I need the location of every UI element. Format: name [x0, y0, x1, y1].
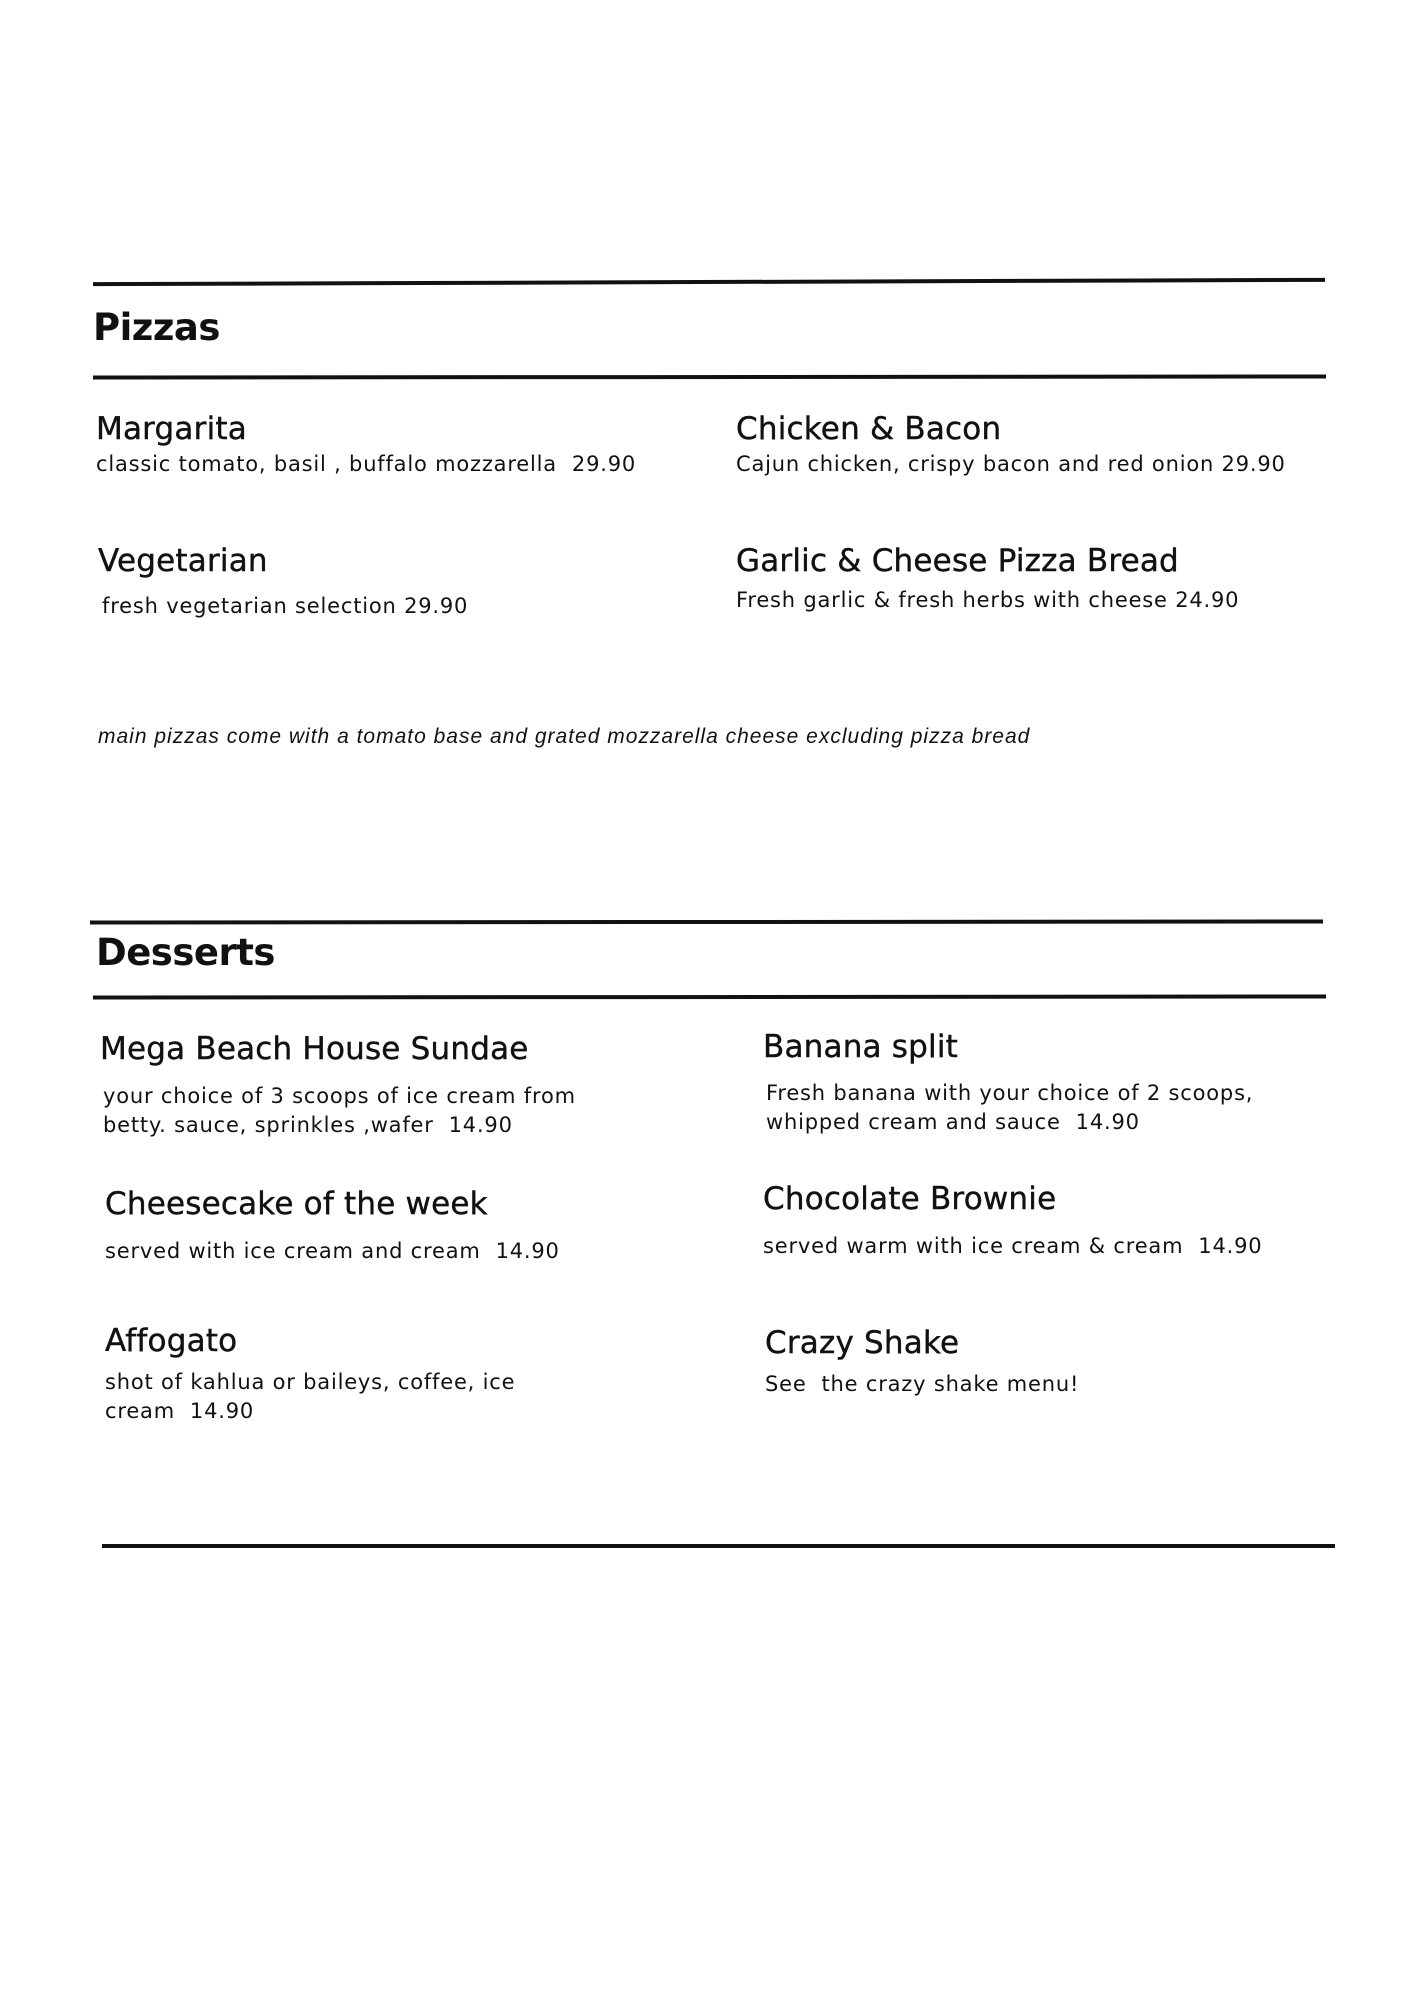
desserts-closing-rule [102, 1544, 1335, 1548]
pizzas-footnote: main pizzas come with a tomato base and grated mozzarella cheese excluding pizza bread [98, 725, 1031, 748]
item-description: Fresh banana with your choice of 2 scoops, whipped cream and sauce 14.90 [766, 1081, 1254, 1134]
item-name: Affogato [105, 1323, 238, 1359]
menu-item-mega-beach-house-sundae [100, 1030, 576, 1140]
menu-item-crazy-shake [765, 1324, 1079, 1399]
desserts-section-title: Desserts [96, 931, 275, 974]
item-description: your choice of 3 scoops of ice cream from betty. sauce, sprinkles ,wafer 14.90 [103, 1084, 576, 1137]
desserts-top-rule [90, 919, 1323, 924]
pizzas-section-title: Pizzas [93, 306, 220, 349]
menu-item-margarita [96, 410, 636, 479]
menu-item-cheesecake-of-the-week [105, 1185, 560, 1266]
menu-item-affogato [105, 1322, 515, 1426]
item-name: Chocolate Brownie [763, 1181, 1057, 1217]
menu-item-vegetarian [98, 542, 468, 621]
item-description: served warm with ice cream & cream 14.90 [763, 1234, 1263, 1258]
menu-item-chocolate-brownie [763, 1180, 1262, 1261]
item-description: Fresh garlic & fresh herbs with cheese 24.90 [736, 588, 1240, 612]
pizzas-bottom-rule [93, 374, 1326, 379]
menu-item-chicken-bacon [736, 410, 1286, 479]
desserts-bottom-rule [93, 994, 1326, 999]
item-name: Vegetarian [98, 543, 268, 579]
pizzas-top-rule [93, 278, 1325, 286]
item-name: Cheesecake of the week [105, 1186, 488, 1222]
item-name: Crazy Shake [765, 1325, 960, 1361]
menu-item-banana-split [763, 1028, 1253, 1137]
item-name: Banana split [763, 1029, 959, 1065]
item-description: fresh vegetarian selection 29.90 [102, 594, 469, 618]
item-description: classic tomato, basil , buffalo mozzarella 29.90 [96, 452, 637, 476]
item-name: Garlic & Cheese Pizza Bread [736, 543, 1179, 579]
item-name: Margarita [96, 411, 247, 447]
item-name: Mega Beach House Sundae [100, 1031, 529, 1067]
item-description: See the crazy shake menu! [765, 1372, 1080, 1396]
item-name: Chicken & Bacon [736, 411, 1002, 447]
menu-item-garlic-cheese-pizza-bread [736, 542, 1239, 615]
item-description: Cajun chicken, crispy bacon and red onion 29.90 [736, 452, 1286, 476]
item-description: shot of kahlua or baileys, coffee, ice cream 14.90 [105, 1370, 516, 1423]
item-description: served with ice cream and cream 14.90 [105, 1239, 560, 1263]
